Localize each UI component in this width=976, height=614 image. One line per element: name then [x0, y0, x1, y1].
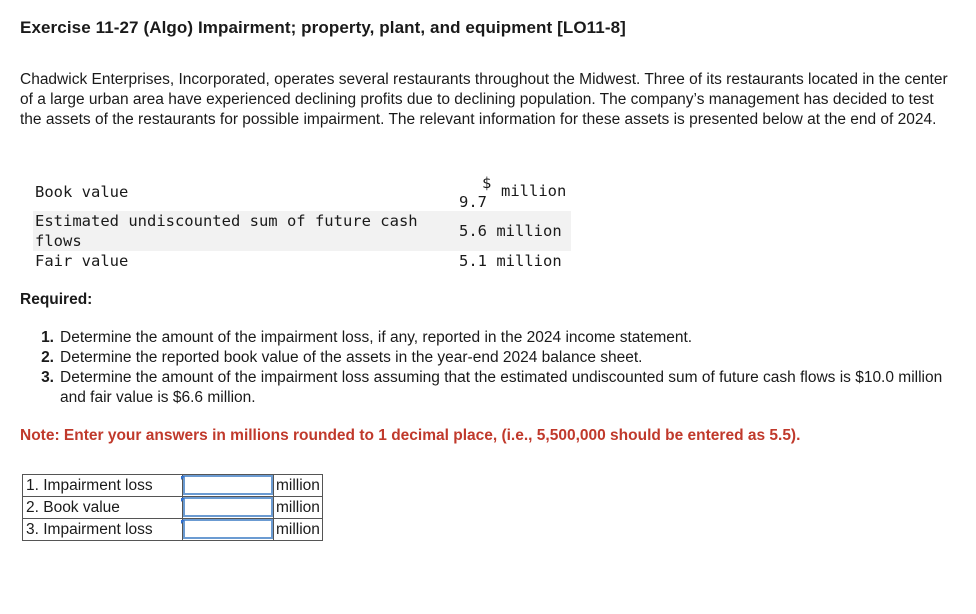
book-value-number: 9.7 [459, 193, 487, 211]
answer-unit: million [274, 497, 323, 519]
required-heading: Required: [20, 291, 93, 308]
answer-unit: million [274, 519, 323, 541]
table-row-fair-value [33, 251, 571, 271]
answer-label: 2. Book value [23, 497, 183, 519]
table-row [23, 519, 323, 541]
answer-label: 1. Impairment loss [23, 475, 183, 497]
table-row [23, 497, 323, 519]
answer-cell [183, 475, 274, 497]
impairment-loss-input[interactable] [183, 475, 273, 495]
row-label: Book value [35, 183, 129, 201]
flag-icon [181, 498, 185, 502]
flag-icon [181, 520, 185, 524]
list-item [20, 328, 960, 348]
answer-label: 3. Impairment loss [23, 519, 183, 541]
item-text: Determine the amount of the impairment loss assuming that the estimated undiscounted sum of future cash flows is $10.0 million and fair value is $6.6 million. [60, 369, 943, 406]
item-text: Determine the amount of the impairment loss, if any, reported in the 2024 income statement. [60, 329, 693, 346]
row-amount [445, 175, 571, 211]
requirements-list [20, 328, 960, 408]
row-amount: 5.1 million [459, 252, 562, 270]
item-number: 1. [41, 329, 54, 346]
table-row [23, 475, 323, 497]
list-item [20, 348, 960, 368]
row-label: Fair value [35, 252, 129, 270]
intro-paragraph: Chadwick Enterprises, Incorporated, operates several restaurants throughout the Midwest. Three of its restaurants located in the center of a large urban area have experienced declining profits due to declining population. The company’s management has decided to test the assets of the restaurants for possible impairment. The relevant information for these assets is presented below at the end of 2024. [20, 71, 948, 128]
flag-icon [181, 476, 185, 480]
table-row-book-value [33, 175, 571, 211]
book-value-unit: million [501, 182, 567, 200]
asset-info-table [33, 175, 571, 271]
item-text: Determine the reported book value of the assets in the year-end 2024 balance sheet. [60, 349, 643, 366]
answer-cell [183, 519, 274, 541]
answer-cell [183, 497, 274, 519]
table-row-cash-flows [33, 211, 571, 251]
impairment-loss-alt-input[interactable] [183, 519, 273, 539]
answer-unit: million [274, 475, 323, 497]
row-label: Estimated undiscounted sum of future cash flows [35, 212, 418, 250]
rounding-note: Note: Enter your answers in millions rounded to 1 decimal place, (i.e., 5,500,000 should be entered as 5.5). [20, 427, 801, 444]
row-amount: 5.6 million [459, 222, 562, 240]
answer-table [22, 474, 323, 541]
dollar-symbol: $ [482, 174, 492, 192]
item-number: 2. [41, 349, 54, 366]
item-number: 3. [41, 369, 54, 386]
list-item [20, 368, 960, 408]
exercise-title: Exercise 11-27 (Algo) Impairment; property, plant, and equipment [LO11-8] [20, 18, 626, 37]
book-value-input[interactable] [183, 497, 273, 517]
